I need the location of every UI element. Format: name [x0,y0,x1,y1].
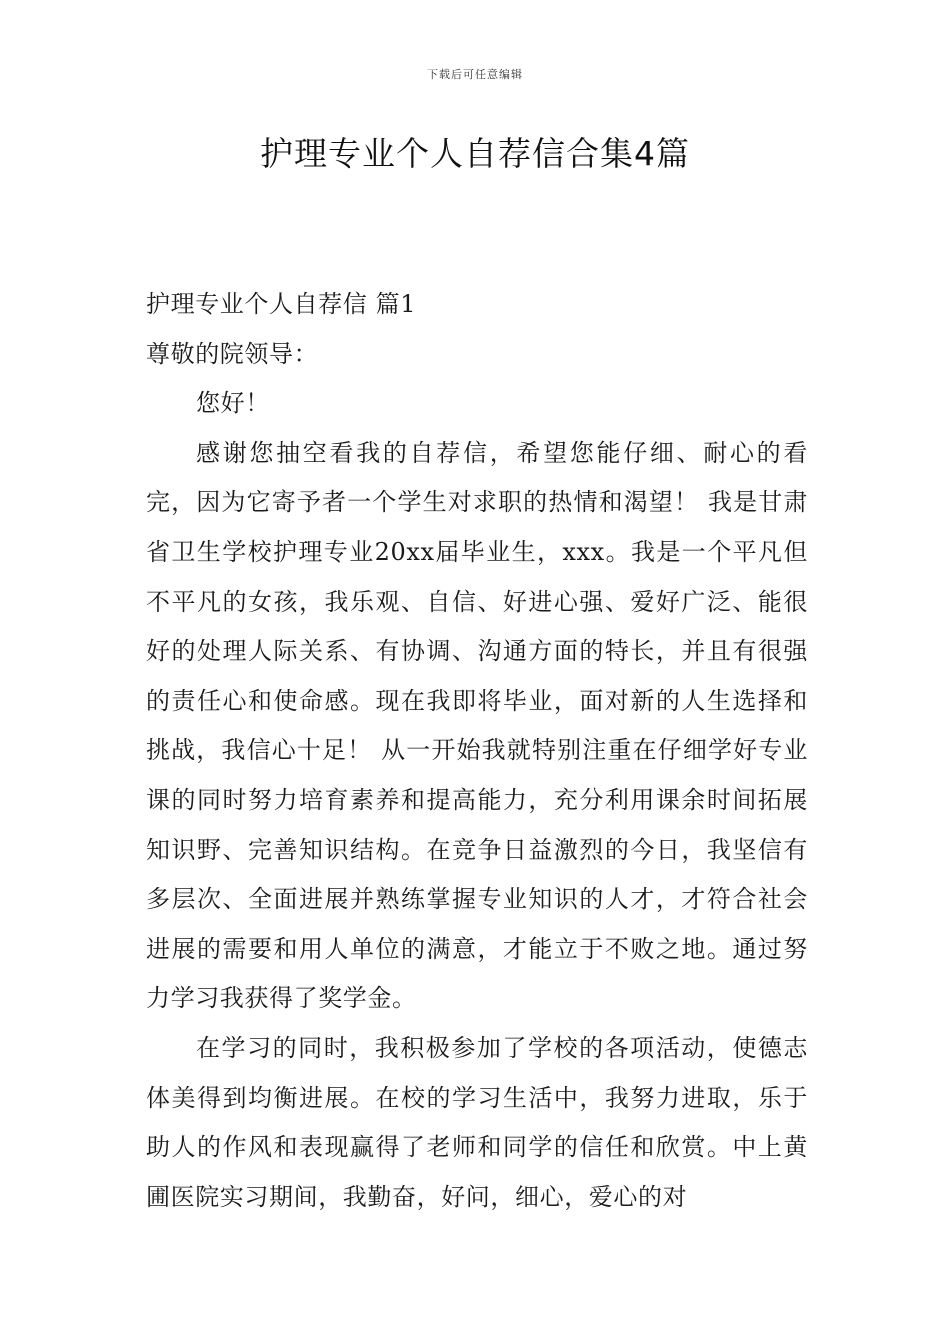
greeting: 您好！ [196,389,270,418]
document-title: 护理专业个人自荐信合集4篇 [260,134,690,173]
body-paragraph-2: 在学习的同时，我积极参加了学校的各项活动，使德志体美得到均衡进展。在校的学习生活中，我努力进取，乐于助人的作风和表现赢得了老师和同学的信任和欣赏。中上黄圃医院实习期间，我勤奋，好问，细心，爱心的对 [146,1033,808,1211]
body-paragraph-1: 感谢您抽空看我的自荐信，希望您能仔细、耐心的看完，因为它寄予者一个学生对求职的热情和渴望！ 我是甘肃省卫生学校护理专业20xx届毕业生，xxx。我是一个平凡但不平凡的女孩，我乐观、自信、好进心强、爱好广泛、能很好的处理人际关系、有协调、沟通方面的特长，并且有很强的责任心和使命感。现在我即将毕业，面对新的人生选择和挑战，我信心十足！ 从一开始我就特别注重在仔细学好专业课的同时努力培育素养和提高能力，充分利用课余时间拓展知识野、完善知识结构。在竞争日益激烈的今日，我坚信有多层次、全面进展并熟练掌握专业知识的人才，才符合社会进展的需要和用人单位的满意，才能立于不败之地。通过努力学习我获得了奖学金。 [146,438,808,1013]
salutation: 尊敬的院领导： [146,339,319,368]
section-heading: 护理专业个人自荐信 篇1 [146,290,417,318]
header-note: 下载后可任意编辑 [427,68,523,81]
document-body [146,280,808,1222]
